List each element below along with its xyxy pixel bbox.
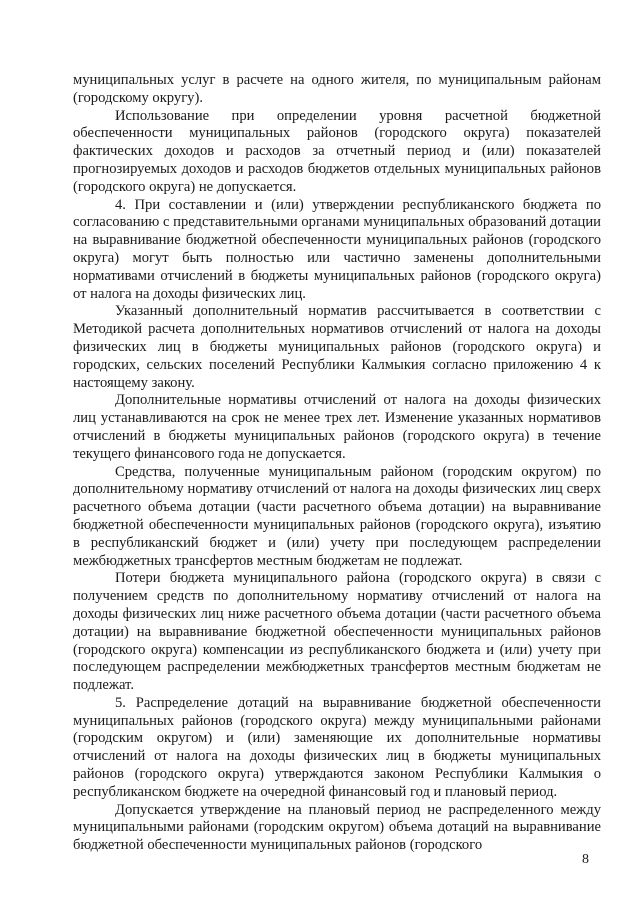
paragraph: Потери бюджета муниципального района (городского округа) в связи с получением средств по дополнительному нормативу отчислений от налога на доходы физических лиц ниже расчетного объема дотации (части расчетного объема дотации) на выравнивание бюджетной обеспеченности муниципальных районов (городского округа) компенсации из республиканского бюджета и (или) учету при последующем распределении межбюджетных трансфертов местным бюджетам не подлежат. — [73, 570, 601, 694]
paragraph: 4. При составлении и (или) утверждении республиканского бюджета по согласованию с представительными органами муниципальных образований дотации на выравнивание бюджетной обеспеченности муниципальных районов (городского округа) могут быть полностью или частично заменены дополнительными нормативами отчислений в бюджеты муниципальных районов (городского округа) от налога на доходы физических лиц. — [73, 196, 601, 302]
paragraph: Средства, полученные муниципальным районом (городским округом) по дополнительному нормативу отчислений от налога на доходы физических лиц сверх расчетного объема дотации (части расчетного объема дотации) на выравнивание бюджетной обеспеченности муниципальных районов (городского округа), изъятию в республиканский бюджет и (или) учету при последующем распределении межбюджетных трансфертов местным бюджетам не подлежат. — [73, 463, 601, 569]
page-number: 8 — [582, 852, 589, 867]
paragraph: Дополнительные нормативы отчислений от налога на доходы физических лиц устанавливаются на срок не менее трех лет. Изменение указанных нормативов отчислений в бюджеты муниципальных районов (городского округа) в течение текущего финансового года не допускается. — [73, 392, 601, 462]
paragraph: Использование при определении уровня расчетной бюджетной обеспеченности муниципальных районов (городского округа) показателей фактических доходов и расходов за отчетный период и (или) показателей прогнозируемых доходов и расходов бюджетов отдельных муниципальных районов (городского округа) не допускается. — [73, 107, 601, 195]
paragraph: Указанный дополнительный норматив рассчитывается в соответствии с Методикой расчета дополнительных нормативов отчислений от налога на доходы физических лиц в бюджеты муниципальных районов (городского округа) и городских, сельских поселений Республики Калмыкия согласно приложению 4 к настоящему закону. — [73, 303, 601, 391]
paragraph: муниципальных услуг в расчете на одного жителя, по муниципальным районам (городскому округу). — [73, 72, 601, 106]
paragraph: 5. Распределение дотаций на выравнивание бюджетной обеспеченности муниципальных районов (городского округа) между муниципальными районами (городским округом) и (или) заменяющие их дополнительные нормативы отчислений от налога на доходы физических лиц в бюджеты муниципальных районов (городского округа) утверждаются законом Республики Калмыкия о республиканском бюджете на очередной финансовый год и плановый период. — [73, 694, 601, 800]
body-text — [73, 72, 601, 855]
paragraph: Допускается утверждение на плановый период не распределенного между муниципальными районами (городским округом) объема дотаций на выравнивание бюджетной обеспеченности муниципальных районов (городского — [73, 801, 601, 854]
